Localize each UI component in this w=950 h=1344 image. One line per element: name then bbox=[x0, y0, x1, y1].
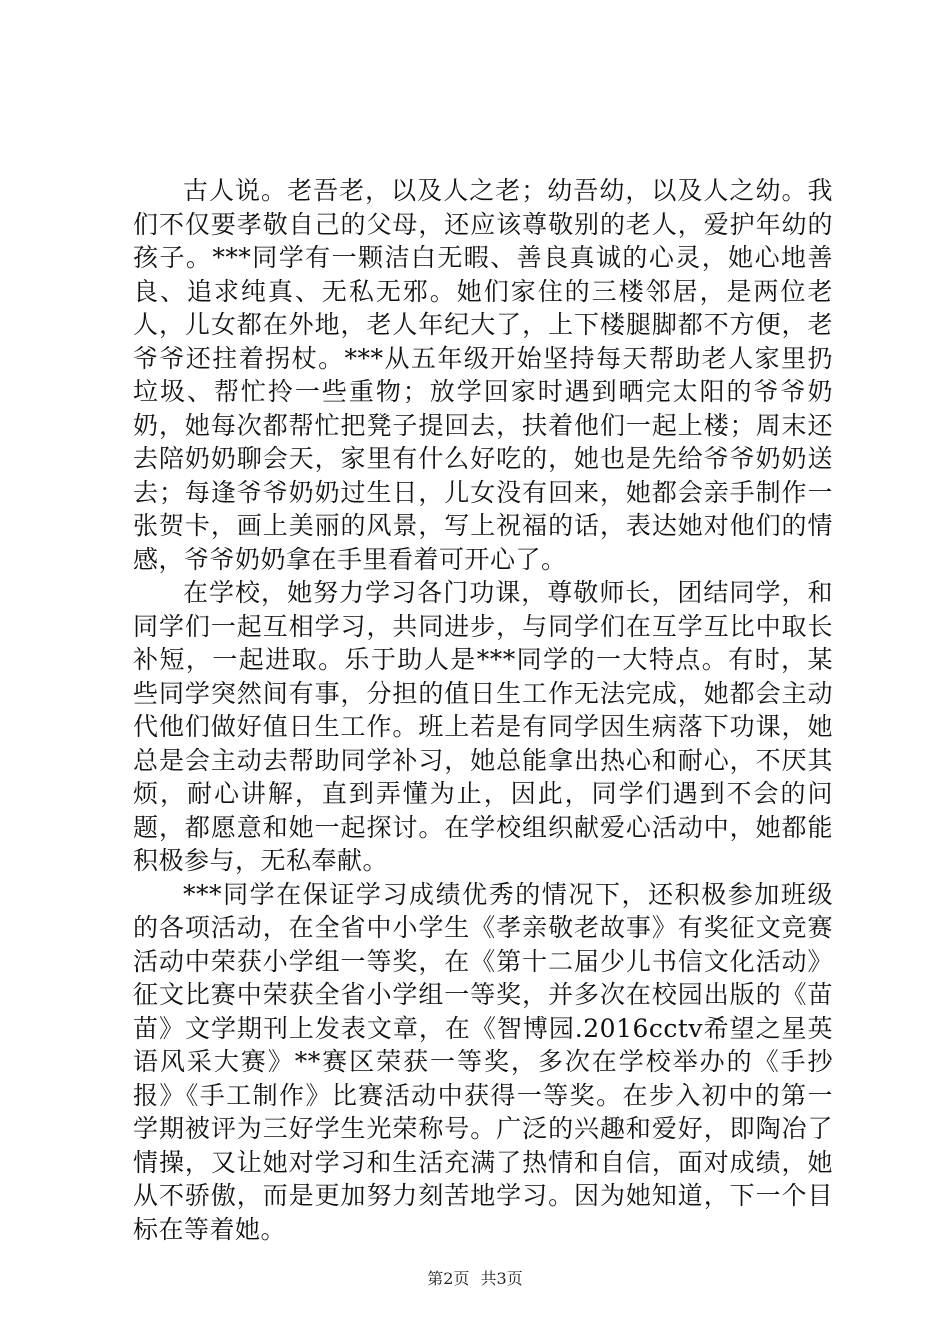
page-number: 第2页 bbox=[427, 1269, 470, 1288]
document-body bbox=[133, 174, 833, 1246]
paragraph-3: ***同学在保证学习成绩优秀的情况下，还积极参加班级的各项活动，在全省中小学生《孝亲敬老故事》有奖征文竞赛活动中荣获小学组一等奖，在《第十二届少儿书信文化活动》征文比赛中荣获全省小学组一等奖，并多次在校园出版的《苗苗》文学期刊上发表文章，在《智博园.2016cctv希望之星英语风采大赛》**赛区荣获一等奖，多次在学校举办的《手抄报》《手工制作》比赛活动中获得一等奖。在步入初中的第一学期被评为三好学生光荣称号。广泛的兴趣和爱好，即陶冶了情操，又让她对学习和生活充满了热情和自信，面对成绩，她从不骄傲，而是更加努力刻苦地学习。因为她知道，下一个目标在等着她。 bbox=[133, 879, 833, 1244]
paragraph-1: 古人说。老吾老，以及人之老；幼吾幼，以及人之幼。我们不仅要孝敬自己的父母，还应该尊敬别的老人，爱护年幼的孩子。***同学有一颗洁白无暇、善良真诚的心灵，她心地善良、追求纯真、无私无邪。她们家住的三楼邻居，是两位老人，儿女都在外地，老人年纪大了，上下楼腿脚都不方便，老爷爷还拄着拐杖。***从五年级开始坚持每天帮助老人家里扔垃圾、帮忙拎一些重物；放学回家时遇到晒完太阳的爷爷奶奶，她每次都帮忙把凳子提回去，扶着他们一起上楼；周末还去陪奶奶聊会天，家里有什么好吃的，她也是先给爷爷奶奶送去；每逢爷爷奶奶过生日，儿女没有回来，她都会亲手制作一张贺卡，画上美丽的风景，写上祝福的话，表达她对他们的情感，爷爷奶奶拿在手里看着可开心了。 bbox=[133, 176, 833, 574]
paragraph-2: 在学校，她努力学习各门功课，尊敬师长，团结同学，和同学们一起互相学习，共同进步，与同学们在互学互比中取长补短，一起进取。乐于助人是***同学的一大特点。有时，某些同学突然间有事，分担的值日生工作无法完成，她都会主动代他们做好值日生工作。班上若是有同学因生病落下功课，她总是会主动去帮助同学补习，她总能拿出热心和耐心，不厌其烦，耐心讲解，直到弄懂为止，因此，同学们遇到不会的问题，都愿意和她一起探讨。在学校组织献爱心活动中，她都能积极参与，无私奉献。 bbox=[133, 578, 833, 875]
page-footer bbox=[0, 1269, 950, 1289]
page-total: 共3页 bbox=[480, 1269, 523, 1288]
